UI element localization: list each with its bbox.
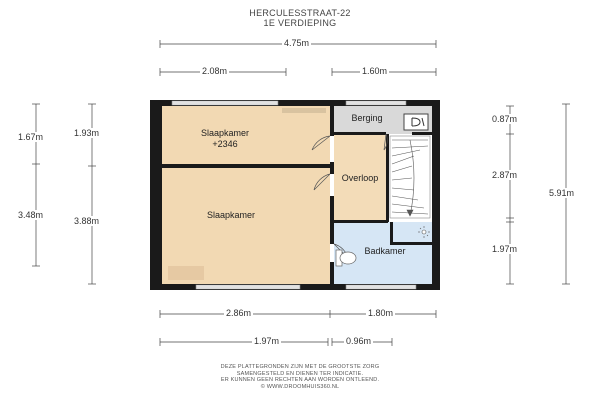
wall-central-lower bbox=[330, 196, 334, 244]
dim-right-inner-mid: 2.87m bbox=[492, 170, 518, 180]
outer-wall-right bbox=[432, 100, 440, 288]
wall-stair-right bbox=[390, 222, 393, 244]
dim-top-left: 2.08m bbox=[202, 66, 228, 76]
plan-title: HERCULESSTRAAT-22 bbox=[249, 8, 351, 18]
wall-berging-bottom-r bbox=[412, 132, 432, 135]
room-label-badkamer: Badkamer bbox=[364, 246, 406, 256]
dim-top-right: 1.60m bbox=[362, 66, 388, 76]
dim-bottom2-right: 0.96m bbox=[346, 336, 372, 346]
dim-left-outer-bottom: 3.48m bbox=[18, 210, 44, 220]
dim-left-inner-bottom: 3.88m bbox=[74, 216, 100, 226]
disclaimer-line-1: DEZE PLATTEGRONDEN ZIJN MET DE GROOTSTE ZORG bbox=[220, 364, 380, 370]
room-label-overloop: Overloop bbox=[334, 173, 386, 184]
wall-stair-left bbox=[386, 134, 389, 222]
dim-right-inner-top: 0.87m bbox=[492, 114, 518, 124]
berging-cabinet bbox=[404, 114, 428, 130]
disclaimer-line-3: ER KUNNEN GEEN RECHTEN AAN WORDEN ONTLEEND. bbox=[220, 377, 380, 384]
disclaimer-line-2: SAMENGESTELD EN DIENEN TER INDICATIE. bbox=[236, 370, 364, 377]
wall-badkamer-top-r bbox=[390, 242, 432, 245]
wardrobe-mark bbox=[282, 108, 326, 113]
dim-bottom-left: 2.86m bbox=[226, 308, 252, 318]
disclaimer bbox=[0, 364, 600, 390]
dim-bottom2-left: 1.97m bbox=[254, 336, 280, 346]
room-label-berging: Berging bbox=[346, 113, 388, 124]
slaapkamer-1-name: Slaapkamer bbox=[200, 128, 250, 138]
dim-left-outer-top: 1.67m bbox=[18, 132, 44, 142]
wall-bedrooms-divider bbox=[162, 164, 330, 168]
wall-central-upper bbox=[330, 106, 334, 136]
room-label-slaapkamer-1 bbox=[190, 128, 260, 150]
wall-central-bottom bbox=[330, 262, 334, 284]
dim-bottom-right: 1.80m bbox=[368, 308, 394, 318]
dim-right-inner-bottom: 1.97m bbox=[492, 244, 518, 254]
room-label-slaapkamer-2: Slaapkamer bbox=[206, 210, 256, 220]
disclaimer-line-4: © WWW.DROOMHUIS360.NL bbox=[260, 383, 340, 390]
dim-right-outer: 5.91m bbox=[549, 188, 575, 198]
wall-badkamer-top bbox=[334, 220, 388, 223]
cabinet-mark bbox=[168, 266, 204, 280]
wall-berging-bottom bbox=[334, 132, 386, 135]
outer-wall-left bbox=[150, 100, 162, 288]
dim-top-total: 4.75m bbox=[284, 38, 310, 48]
dim-left-inner-top: 1.93m bbox=[74, 128, 100, 138]
slaapkamer-1-extra: +2346 bbox=[212, 139, 238, 149]
plan-subtitle: 1E VERDIEPING bbox=[263, 18, 337, 28]
